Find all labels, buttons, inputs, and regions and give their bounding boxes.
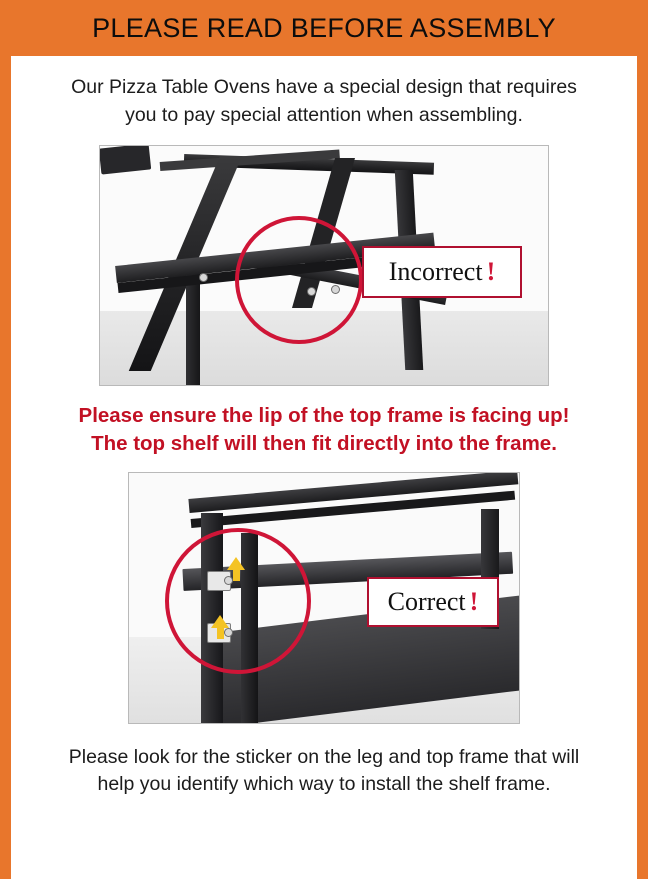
- correct-assembly-figure: [128, 472, 520, 724]
- red-circle-highlight: [235, 216, 363, 344]
- correct-label-exclamation: !: [469, 586, 479, 616]
- correct-label: [367, 577, 499, 627]
- warning-line-1: Please ensure the lip of the top frame is facing up!: [78, 404, 570, 428]
- page-content: [11, 0, 637, 799]
- page-title: PLEASE READ BEFORE ASSEMBLY: [92, 12, 556, 43]
- correct-label-text: Correct: [387, 586, 466, 616]
- warning-line-2: The top shelf will then fit directly into the frame.: [91, 432, 557, 456]
- incorrect-label-exclamation: !: [486, 257, 496, 287]
- incorrect-assembly-photo: [100, 146, 548, 385]
- intro-paragraph: Our Pizza Table Ovens have a special design that requires you to pay special attention when assembling.: [71, 76, 577, 126]
- correct-assembly-photo: [129, 473, 519, 723]
- red-circle-highlight: [165, 528, 311, 674]
- outro-paragraph: Please look for the sticker on the leg and top frame that will help you identify which way to install the shelf frame.: [68, 745, 580, 796]
- warning-text: [25, 402, 623, 457]
- incorrect-label-text: Incorrect: [388, 257, 483, 287]
- incorrect-label: [362, 246, 522, 298]
- incorrect-assembly-figure: [99, 145, 549, 386]
